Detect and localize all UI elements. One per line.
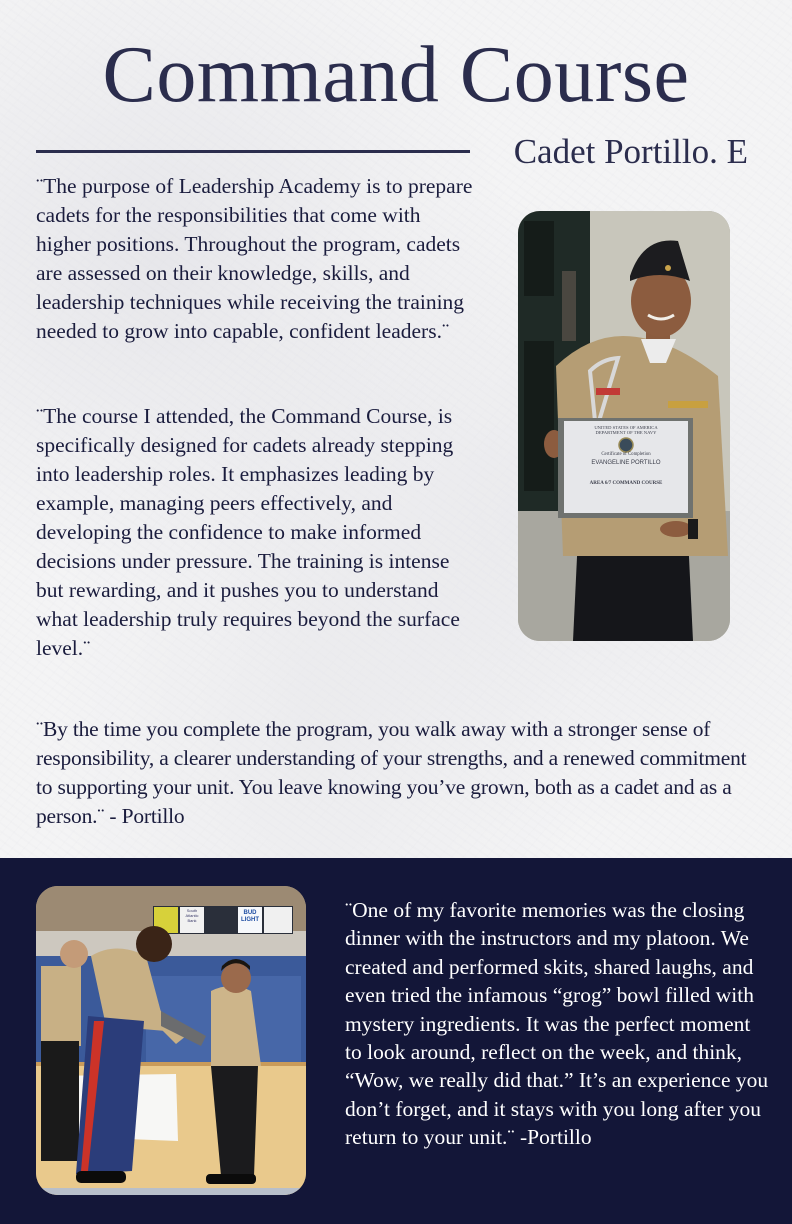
certificate-course: AREA 6/7 COMMAND COURSE — [589, 481, 663, 486]
award-ceremony-photo — [36, 886, 306, 1195]
article-paragraph-3: ¨By the time you complete the program, you walk away with a stronger sense of responsibility, a clearer understanding of your strengths, and a renewed commitment to supporting your unit. You leave knowing you’ve grown, both as a cadet and as a person.¨ - Portillo — [36, 717, 747, 828]
title-divider — [36, 150, 470, 153]
article-paragraph-2: ¨The course I attended, the Command Course, is specifically designed for cadets already stepping into leadership roles. It emphasizes leading by example, managing peers effectively, and developing the confidence to make informed decisions under pressure. The training is intense but rewarding, and it pushes you to understand what leadership truly requires beyond the surface level.¨ — [36, 404, 460, 660]
certificate-text — [564, 425, 688, 487]
banner-south-atlantic-bank: South Atlantic Bank — [185, 908, 199, 923]
cadet-certificate-photo — [518, 211, 730, 641]
banner-bud-light: BUD LIGHT — [241, 910, 259, 923]
certificate-line-1: UNITED STATES OF AMERICA — [594, 425, 658, 430]
page-title: Command Course — [102, 31, 690, 119]
article-paragraph-1: ¨The purpose of Leadership Academy is to prepare cadets for the responsibilities that come with higher positions. Throughout the program, cadets are assessed on their knowledge, skills, and leadership techniques while receiving the training needed to grow into capable, confident leaders.¨ — [36, 174, 473, 343]
author-byline: Cadet Portillo. E — [513, 132, 748, 171]
certificate-name: EVANGELINE PORTILLO — [591, 460, 661, 466]
certificate-line-2: DEPARTMENT OF THE NAVY — [595, 430, 657, 435]
band-quote-paragraph: ¨One of my favorite memories was the closing dinner with the instructors and my platoon. We created and performed skits, shared laughs, and even tried the infamous “grog” bowl filled with mystery ingredients. It was the perfect moment to look around, reflect on the week, and think, “Wow, we really did that.” It’s an experience you don’t forget, and it stays with you long after you return to your unit.¨ -Portillo — [345, 898, 769, 1150]
certificate-heading: Certificate of Completion — [601, 452, 651, 457]
